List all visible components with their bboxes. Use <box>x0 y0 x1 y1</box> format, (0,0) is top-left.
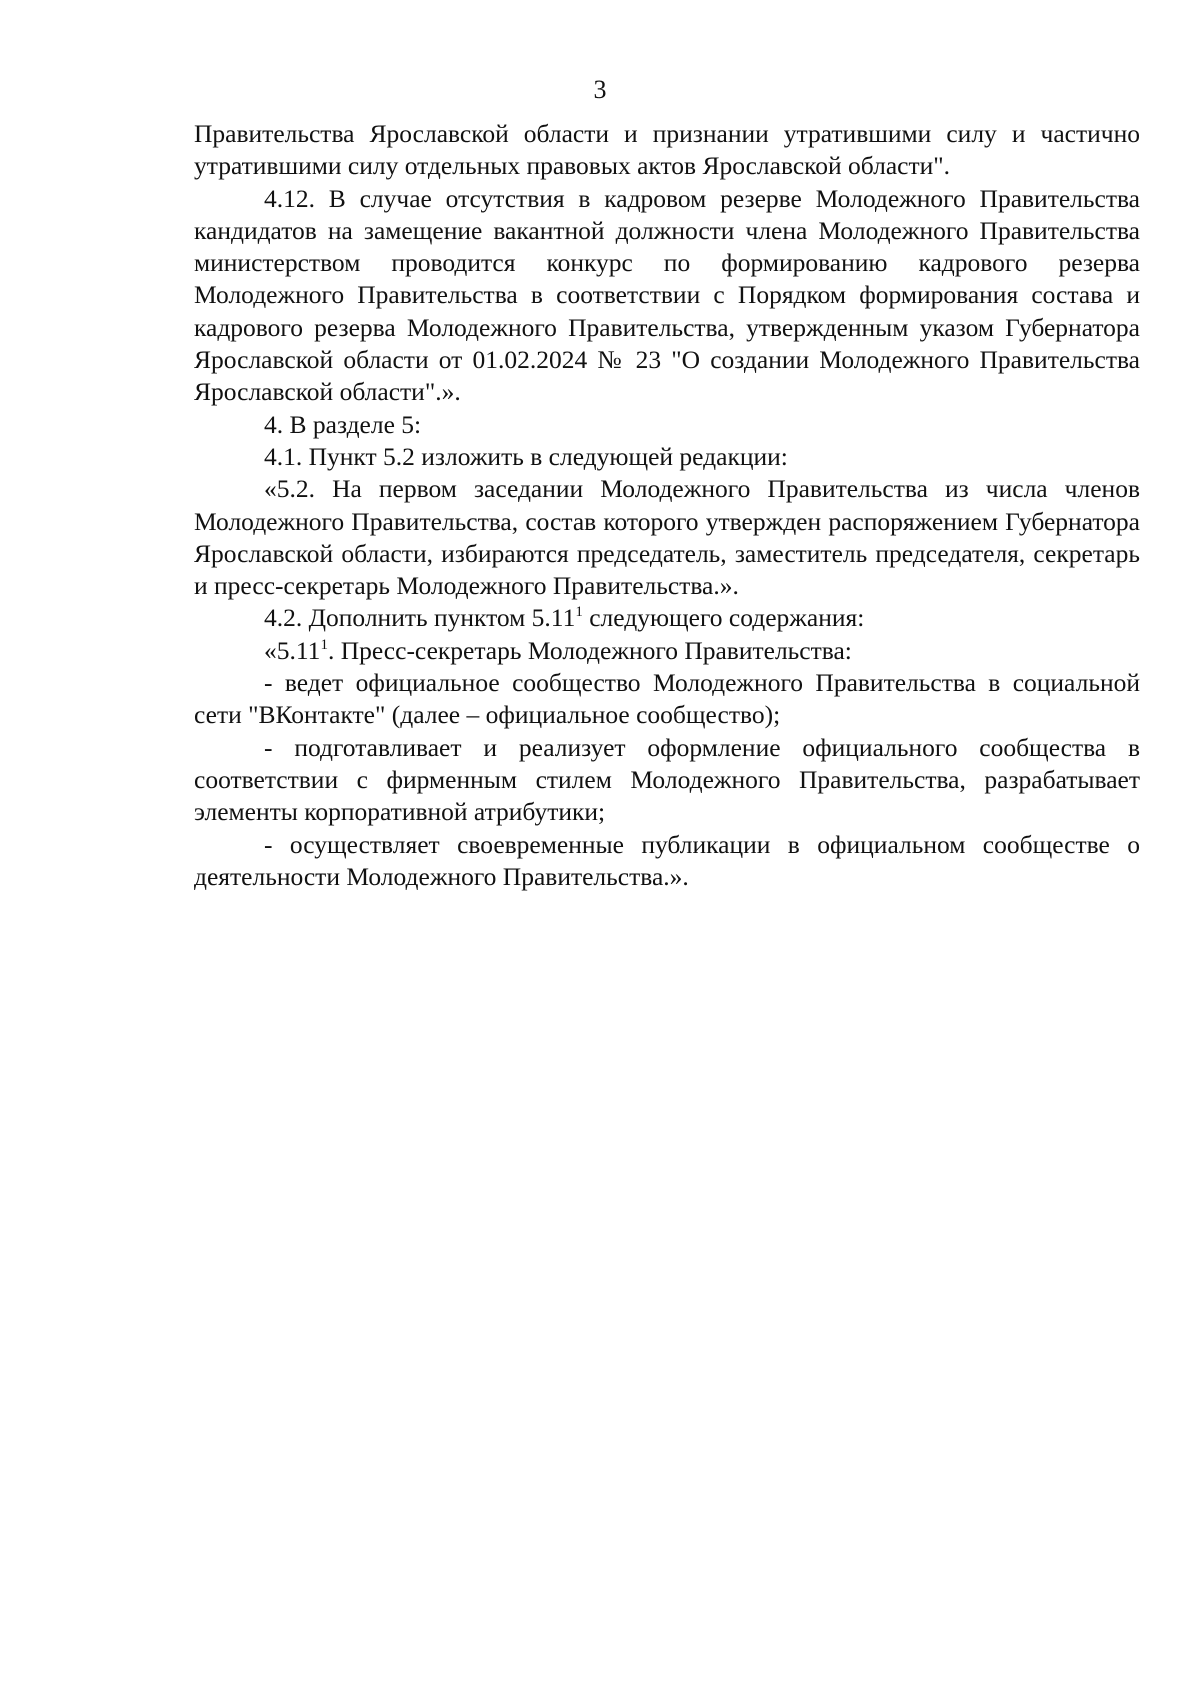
bullet-item: - подготавливает и реализует оформление официального сообщества в соответствии с фирменным стилем Молодежного Правительства, разрабатывает элементы корпоративной атрибутики; <box>194 732 1140 827</box>
paragraph-5-11-1-text-end: . Пресс-секретарь Молодежного Правительства: <box>327 635 852 665</box>
document-body <box>194 118 1140 893</box>
paragraph-4-2-text: 4.2. Дополнить пунктом 5.11 <box>264 603 576 633</box>
paragraph-continuation: Правительства Ярославской области и признании утратившими силу и частично утратившими силу отдельных правовых актов Ярославской области". <box>194 119 1140 181</box>
paragraph-4-2 <box>194 602 1140 634</box>
paragraph-4-2-text-end: следующего содержания: <box>582 603 865 633</box>
paragraph-section-5: 4. В разделе 5: <box>264 409 422 439</box>
page-number: 3 <box>593 75 607 104</box>
paragraph-4-1: 4.1. Пункт 5.2 изложить в следующей редакции: <box>264 441 788 471</box>
paragraph-5-2: «5.2. На первом заседании Молодежного Правительства из числа членов Молодежного Правительства, состав которого утвержден распоряжением Губернатора Ярославской области, избираются председатель, заместитель председателя, секретарь и пресс-секретарь Молодежного Правительства.». <box>194 474 1140 601</box>
bullet-item: - осуществляет своевременные публикации в официальном сообществе о деятельности Молодежного Правительства.». <box>194 829 1140 891</box>
superscript: 1 <box>320 636 328 653</box>
paragraph-5-11-1 <box>194 635 1140 667</box>
paragraph-4-12: 4.12. В случае отсутствия в кадровом резерве Молодежного Правительства кандидатов на замещение вакантной должности члена Молодежного Правительства министерством проводится конкурс по формированию кадрового резерва Молодежного Правительства в соответствии с Порядком формирования состава и кадрового резерва Молодежного Правительства, утвержденным указом Губернатора Ярославской области от 01.02.2024 № 23 "О создании Молодежного Правительства Ярославской области".». <box>194 183 1140 407</box>
bullet-item: - ведет официальное сообщество Молодежного Правительства в социальной сети "ВКонтакте" (далее – официальное сообщество); <box>194 668 1140 730</box>
superscript: 1 <box>575 604 583 621</box>
paragraph-5-11-1-text: «5.11 <box>264 635 321 665</box>
